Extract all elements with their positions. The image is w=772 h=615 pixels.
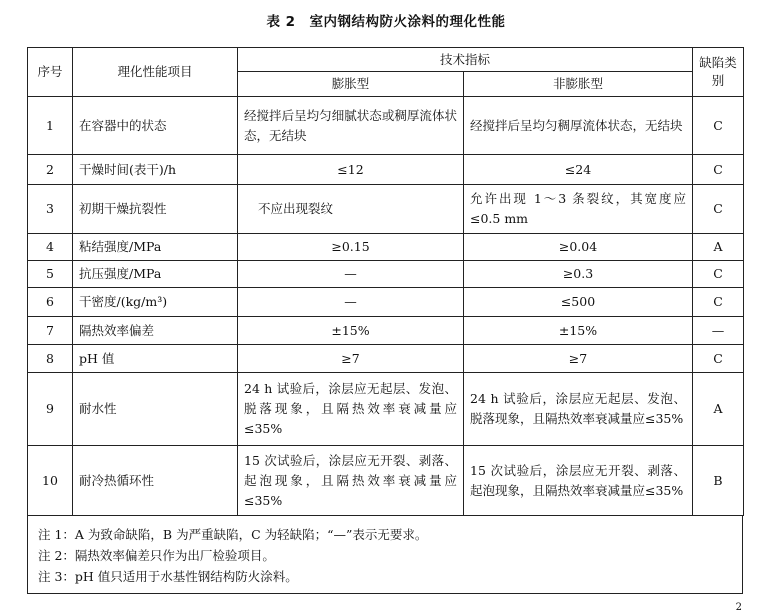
row-expand: 经搅拌后呈均匀细腻状态或稠厚流体状态，无结块 [238,97,464,155]
table-row [28,155,744,185]
row-item: pH 值 [73,345,238,373]
row-nonexpand: 15 次试验后，涂层应无开裂、剥落、起泡现象，且隔热效率衰减量应≤35% [464,446,693,516]
row-defect: B [693,446,744,516]
row-no: 9 [28,373,73,446]
row-no: 4 [28,234,73,261]
row-defect: C [693,155,744,185]
table-row [28,373,744,446]
table-row [28,345,744,373]
row-nonexpand: ±15% [464,317,693,345]
row-defect: C [693,261,744,288]
table-notes [27,516,743,594]
note-1: 注 1：A 为致命缺陷，B 为严重缺陷，C 为轻缺陷；“—”表示无要求。 [38,527,428,542]
row-nonexpand: 允许出现 1～3 条裂纹，其宽度应≤0.5 mm [464,185,693,234]
row-no: 5 [28,261,73,288]
table-title: 表 2 室内钢结构防火涂料的理化性能 [266,14,506,30]
header-defect [693,48,744,97]
row-defect: A [693,234,744,261]
row-nonexpand: ≥7 [464,345,693,373]
row-nonexpand: 经搅拌后呈均匀稠厚流体状态，无结块 [464,97,693,155]
row-no: 6 [28,288,73,317]
header-seq: 序号 [28,48,73,97]
row-no: 8 [28,345,73,373]
row-no: 10 [28,446,73,516]
table-row [28,261,744,288]
row-no: 1 [28,97,73,155]
properties-table-wrapper [27,47,743,594]
row-item: 干燥时间(表干)/h [73,155,238,185]
row-expand: 15 次试验后，涂层应无开裂、剥落、起泡现象，且隔热效率衰减量应≤35% [238,446,464,516]
row-expand: — [238,288,464,317]
table-row [28,97,744,155]
page-number: 2 [735,602,742,613]
row-expand: ±15% [238,317,464,345]
header-nonexpand: 非膨胀型 [464,72,693,97]
row-item: 抗压强度/MPa [73,261,238,288]
note-3: 注 3：pH 值只适用于水基性钢结构防火涂料。 [38,569,298,584]
properties-table [27,47,744,516]
header-tech: 技术指标 [238,48,693,72]
row-expand: ≥7 [238,345,464,373]
row-defect: C [693,97,744,155]
row-defect: — [693,317,744,345]
row-expand: ≥0.15 [238,234,464,261]
row-defect: C [693,185,744,234]
note-2: 注 2：隔热效率偏差只作为出厂检验项目。 [38,548,275,563]
header-item: 理化性能项目 [73,48,238,97]
row-nonexpand: ≥0.3 [464,261,693,288]
row-nonexpand: 24 h 试验后，涂层应无起层、发泡、脱落现象，且隔热效率衰减量应≤35% [464,373,693,446]
row-item: 耐水性 [73,373,238,446]
header-expand: 膨胀型 [238,72,464,97]
table-row [28,288,744,317]
row-defect: C [693,288,744,317]
table-row [28,185,744,234]
row-item: 隔热效率偏差 [73,317,238,345]
table-row [28,446,744,516]
row-expand: ≤12 [238,155,464,185]
table-row [28,234,744,261]
row-nonexpand: ≤24 [464,155,693,185]
row-item: 粘结强度/MPa [73,234,238,261]
row-expand: — [238,261,464,288]
row-item: 耐冷热循环性 [73,446,238,516]
row-defect: A [693,373,744,446]
row-defect: C [693,345,744,373]
row-no: 2 [28,155,73,185]
row-nonexpand: ≤500 [464,288,693,317]
row-no: 3 [28,185,73,234]
row-no: 7 [28,317,73,345]
table-row [28,317,744,345]
row-item: 初期干燥抗裂性 [73,185,238,234]
row-expand: 不应出现裂纹 [238,185,464,234]
row-nonexpand: ≥0.04 [464,234,693,261]
row-expand: 24 h 试验后，涂层应无起层、发泡、脱落现象，且隔热效率衰减量应≤35% [238,373,464,446]
row-item: 干密度/(kg/m³) [73,288,238,317]
row-item: 在容器中的状态 [73,97,238,155]
header-defect-text: 缺陷类别 [699,55,737,88]
